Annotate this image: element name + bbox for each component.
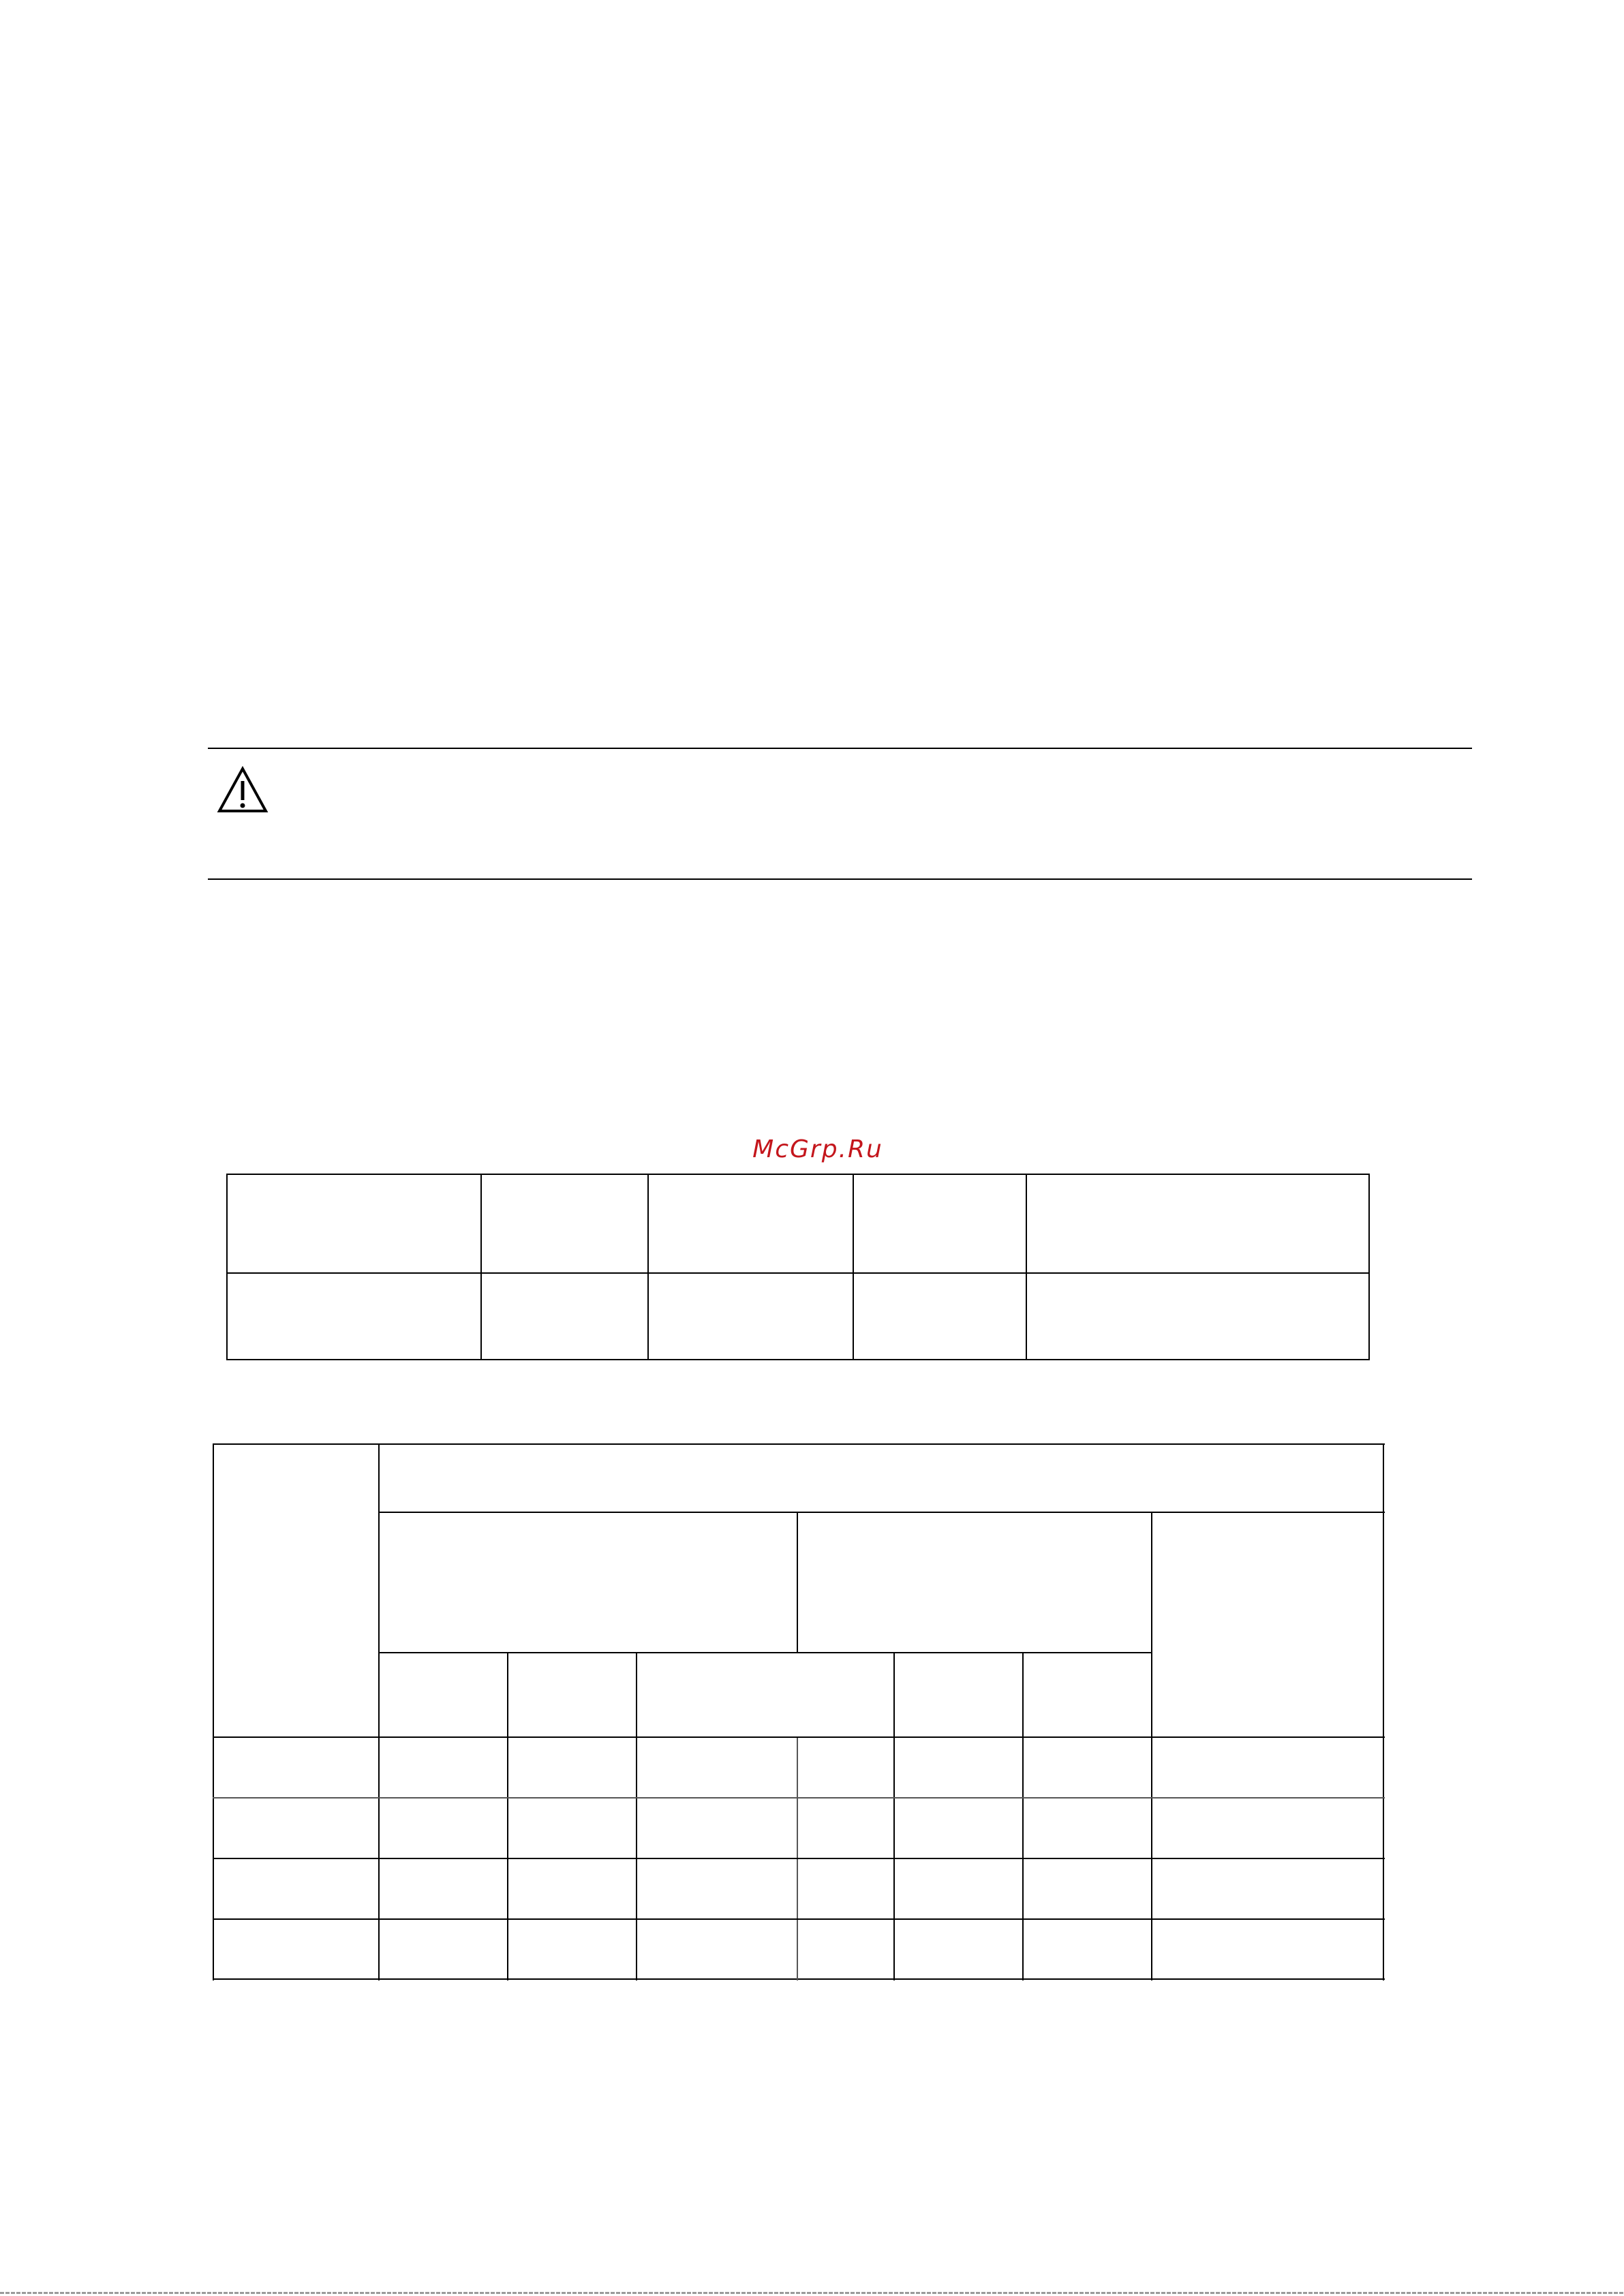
notice-bottom-rule	[208, 878, 1472, 880]
table-2-grid	[213, 1443, 1385, 1980]
warning-triangle-icon	[217, 766, 269, 814]
page-footer-rule	[0, 2292, 1624, 2294]
table-1-grid	[226, 1174, 1370, 1360]
notice-top-rule	[208, 748, 1472, 749]
watermark-text: McGrp.Ru	[752, 1135, 883, 1163]
